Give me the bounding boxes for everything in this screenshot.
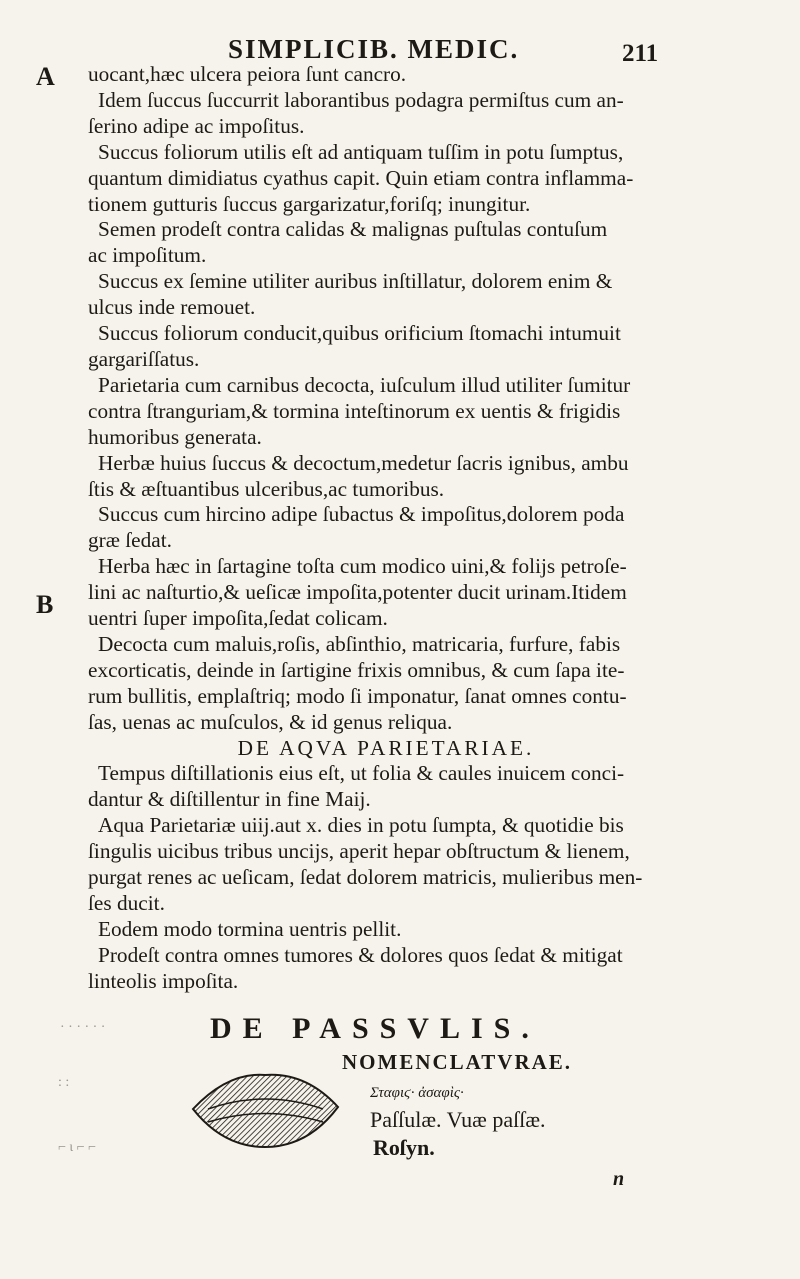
text-line: contra ſtranguriam,& tormina inteſtinorum ex uentis & frigidis (88, 398, 621, 423)
section-title: DE PASSVLIS. (210, 1012, 540, 1045)
text-line: ſtis & æſtuantibus ulceribus,ac tumoribus. (88, 476, 445, 501)
faint-ornament: : : (58, 1075, 70, 1090)
page-number: 211 (622, 40, 659, 67)
text-line: Herbæ huius ſuccus & decoctum,medetur ſacris ignibus, ambu (98, 450, 629, 475)
text-line: Prodeſt contra omnes tumores & dolores quos ſedat & mitigat (98, 942, 623, 967)
text-line: purgat renes ac ueſicam, ſedat dolorem matricis, mulieribus men- (88, 865, 643, 890)
text-line: dantur & diſtillentur in fine Maij. (88, 787, 371, 812)
text-line: ſas, uenas ac muſculos, & id genus reliqua. (88, 709, 453, 734)
text-line: uentri ſuper impoſita,ſedat colicam. (88, 606, 388, 631)
text-line: excorticatis, deinde in ſartigine frixis omnibus, & cum ſapa ite- (88, 657, 625, 682)
text-line: ſingulis uicibus tribus uncijs, aperit hepar obſtructum & lienem, (88, 839, 630, 864)
faint-ornament: ⌐ ι ⌐ ⌐ (58, 1140, 96, 1155)
text-line: gargariſſatus. (88, 346, 200, 371)
text-line: ſerino adipe ac impoſitus. (88, 113, 305, 138)
faint-ornament: · · · · · · (60, 1020, 106, 1035)
text-line: Idem ſuccus ſuccurrit laborantibus podagra permiſtus cum an- (98, 87, 624, 112)
text-line: quantum dimidiatus cyathus capit. Quin etiam contra inflamma- (88, 165, 634, 190)
text-line: Tempus diſtillationis eius eſt, ut folia & caules inuicem conci- (98, 761, 625, 786)
text-line: ac impoſitum. (88, 243, 207, 268)
german-name: Roſyn. (373, 1135, 435, 1160)
margin-letter-a: A (36, 62, 55, 91)
text-line: Succus foliorum utilis eſt ad antiquam tuſſim in potu ſumptus, (98, 139, 624, 164)
text-line: humoribus generata. (88, 424, 262, 449)
body-text (88, 62, 684, 995)
text-line: Succus cum hircino adipe ſubactus & impoſitus,dolorem poda (98, 502, 625, 527)
subsection-heading: DE AQVA PARIETARIAE. (237, 735, 535, 760)
greek-name: Σταφιϛ· ἀσαφὶς· (370, 1085, 464, 1101)
text-line: linteolis impoſita. (88, 968, 239, 993)
text-line: ſes ducit. (88, 891, 165, 915)
margin-letter-b: B (36, 590, 54, 619)
text-line: græ ſedat. (88, 528, 172, 553)
section-subtitle: NOMENCLATVRAE. (342, 1050, 573, 1074)
woodcut-illustration (188, 1067, 342, 1151)
text-line: Parietaria cum carnibus decocta, iuſculum illud utiliter ſumitur (98, 372, 631, 397)
latin-name: Paſſulæ. Vuæ paſſæ. (370, 1107, 546, 1132)
text-line: Semen prodeſt contra calidas & malignas puſtulas contuſum (98, 217, 608, 242)
text-line: Succus foliorum conducit,quibus orificium ſtomachi intumuit (98, 321, 621, 346)
text-line: Herba hæc in ſartagine toſta cum modico uini,& folijs petroſe- (98, 554, 627, 579)
running-head: SIMPLICIB. MEDIC. (228, 34, 520, 64)
text-line: tionem gutturis ſuccus gargarizatur,foriſq; inungitur. (88, 191, 531, 216)
text-line: lini ac naſturtio,& ueſicæ impoſita,potenter ducit urinam.Itidem (88, 580, 627, 605)
text-line: Eodem modo tormina uentris pellit. (98, 916, 402, 941)
text-line: rum bullitis, emplaſtriq; modo ſi imponatur, ſanat omnes contu- (88, 683, 627, 708)
text-line: Succus ex ſemine utiliter auribus inſtillatur, dolorem enim & (98, 269, 613, 294)
text-line: ulcus inde remouet. (88, 295, 256, 320)
text-line: Decocta cum maluis,roſis, abſinthio, matricaria, furfure, fabis (98, 631, 621, 656)
text-line: uocant,hæc ulcera peiora ſunt cancro. (88, 62, 407, 86)
text-line: Aqua Parietariæ uiij.aut x. dies in potu ſumpta, & quotidie bis (98, 813, 624, 838)
catchword: n (613, 1168, 625, 1190)
